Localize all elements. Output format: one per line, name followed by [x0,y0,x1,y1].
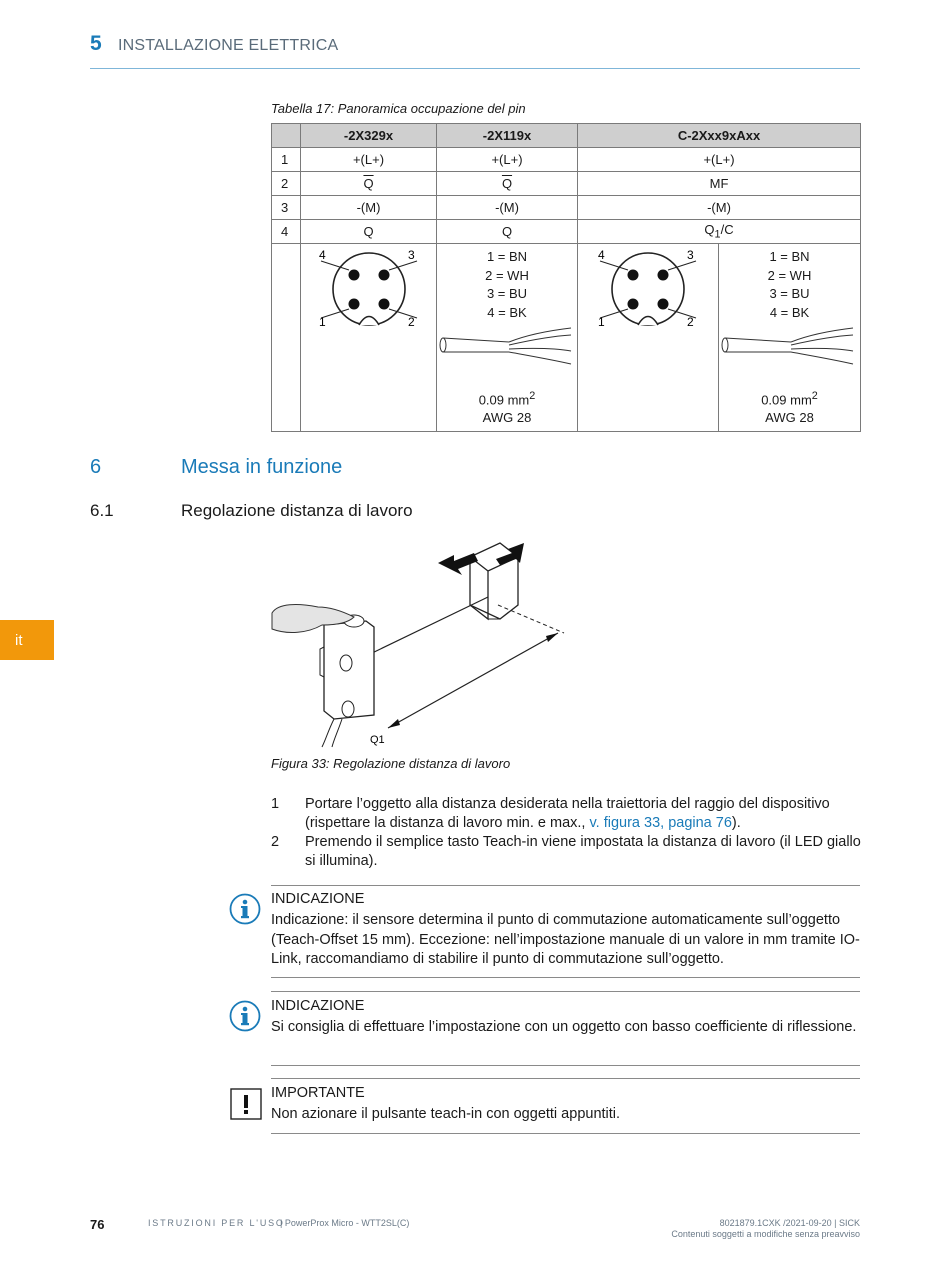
table-cell: Q [437,220,578,244]
pin-label-4: 4 [598,248,605,262]
table-header-empty [272,124,301,148]
note-divider [271,1065,860,1066]
cross-section-block [437,387,577,427]
wire-color-list [437,248,577,322]
step-text-body: Portare l’oggetto alla distanza desiderata nella traiettoria del raggio del dispositivo (rispettare la distanza di lavoro min. e max., [305,796,830,831]
q-inverted: $\overline{Q}$ [363,176,374,191]
wire-entry: 1 = BN [486,249,528,264]
footer-doc-info [671,1218,860,1240]
pin-label-1: 1 [598,315,605,329]
wire-color-list [719,248,860,322]
step-text: Premendo il semplice tasto Teach-in viene impostata la distanza di lavoro (il LED giallo si illumina). [305,834,861,869]
language-tab-label: it [15,631,23,649]
table-cell: MF [578,172,861,196]
pin-label-2: 2 [687,315,694,329]
note-divider [271,1078,860,1079]
cross-section-unit-sup: 2 [529,389,536,402]
note-heading: INDICAZIONE [271,891,365,907]
wire-entry: 4 = BK [769,304,810,320]
step-number: 1 [271,796,280,812]
figure-link[interactable]: v. figura 33, pagina 76 [589,815,732,831]
table-row-images [272,244,861,432]
table-header-col: -2X329x [301,124,437,148]
table-row [272,172,861,196]
table-header-col: C-2Xxx9xAxx [578,124,861,148]
table-cell: +(L+) [437,148,578,172]
pin-label-3: 3 [408,248,415,262]
table-row [272,220,861,244]
language-tab[interactable] [0,620,54,660]
cable-illustration [439,324,575,374]
awg-value: AWG 28 [765,410,814,425]
cross-section-block [719,387,860,427]
info-icon [229,1000,261,1032]
wire-entry: 4 = BK [487,304,527,320]
pin-number: 3 [272,196,301,220]
pin-number: 2 [272,172,301,196]
wire-entry: 3 = BU [486,286,528,301]
table-caption: Tabella 17: Panoramica occupazione del pin [271,101,526,116]
step-text-tail: ). [731,815,741,831]
m8-connector-diagram [578,244,719,428]
table-row [272,196,861,220]
m8-connector-diagram [301,244,437,428]
important-body: Non azionare il pulsante teach-in con oggetti appuntiti. [271,1106,621,1122]
cable-cell [437,244,578,432]
wire-entry: 1 = BN [769,249,810,264]
table-cell: Q [301,220,437,244]
subsection-number: 6.1 [90,501,114,520]
figure-caption: Figura 33: Regolazione distanza di lavoro [271,756,511,771]
footer-disclaimer: Contenuti soggetti a modifiche senza preavviso [671,1229,860,1239]
subsection-title: Regolazione distanza di lavoro [181,501,413,520]
step-number: 2 [271,834,280,850]
cross-section-unit-sup: 2 [811,389,818,402]
important-heading: IMPORTANTE [271,1085,365,1101]
table-cell-empty [272,244,301,432]
cross-section-value: 0.09 mm [761,392,812,407]
table-cell [578,220,861,244]
table-cell: -(M) [437,196,578,220]
table-row [272,148,861,172]
cable-illustration [721,324,857,374]
note-heading: INDICAZIONE [271,998,365,1014]
cross-section-value: 0.09 mm [478,392,530,407]
note-divider [271,885,860,886]
pin-number: 1 [272,148,301,172]
table-cell [437,172,578,196]
footer-doc-id: 8021879.1CXK /2021-09-20 | SICK [719,1218,860,1228]
q1-main: Q [704,222,715,238]
q1-subscript: 1 [714,228,721,241]
pin-table [271,123,861,432]
note-body: Si consiglia di effettuare l’impostazione con un oggetto con basso coefficiente di riflessione. [271,1019,857,1035]
q1-tail: /C [720,222,734,238]
q-inverted: $\overline{Q}$ [501,176,513,191]
table-cell [301,172,437,196]
info-icon [229,893,261,925]
wire-entry: 3 = BU [769,286,810,301]
table-cell: -(M) [578,196,861,220]
note-body: Indicazione: il sensore determina il punto di commutazione automaticamente sull’oggetto (Teach-Offset 15 mm). Eccezione: nell’impostazione manuale di un valore in mm tramite IO-Link, raccomandiamo di stabilire il punto di commutazione sull’oggetto. [271,912,860,967]
warning-exclamation-icon [230,1088,262,1120]
pin-number: 4 [272,220,301,244]
header-divider [90,68,860,69]
pin-label-2: 2 [408,315,415,329]
footer-product: | PowerProx Micro - WTT2SL(C) [280,1218,410,1228]
table-cell: +(L+) [301,148,437,172]
table-cell: +(L+) [578,148,861,172]
note-divider [271,977,860,978]
wire-entry: 2 = WH [485,267,529,283]
chapter-number: 5 [90,32,102,55]
pin-label-3: 3 [687,248,694,262]
table-cell: -(M) [301,196,437,220]
footer-doc-type: ISTRUZIONI PER L'USO [148,1218,285,1228]
note-divider [271,1133,860,1134]
section-number: 6 [90,456,102,478]
pin-label-1: 1 [319,315,326,329]
connector-cell [301,244,437,432]
step-text [305,795,865,833]
cable-cell [719,244,861,432]
table-header-row [272,124,861,148]
section-title: Messa in funzione [181,456,343,478]
cross-section [719,387,860,409]
connector-cell [578,244,719,432]
note-divider [271,991,860,992]
page-number: 76 [90,1217,105,1232]
awg-value: AWG 28 [482,410,532,425]
pin-label-4: 4 [319,248,326,262]
table-header-col: -2X119x [437,124,578,148]
figure-label-q1: Q1 [370,734,385,746]
chapter-title: INSTALLAZIONE ELETTRICA [118,37,339,54]
teach-in-figure [268,535,568,750]
wire-entry: 2 = WH [767,267,812,283]
cross-section [437,387,577,409]
